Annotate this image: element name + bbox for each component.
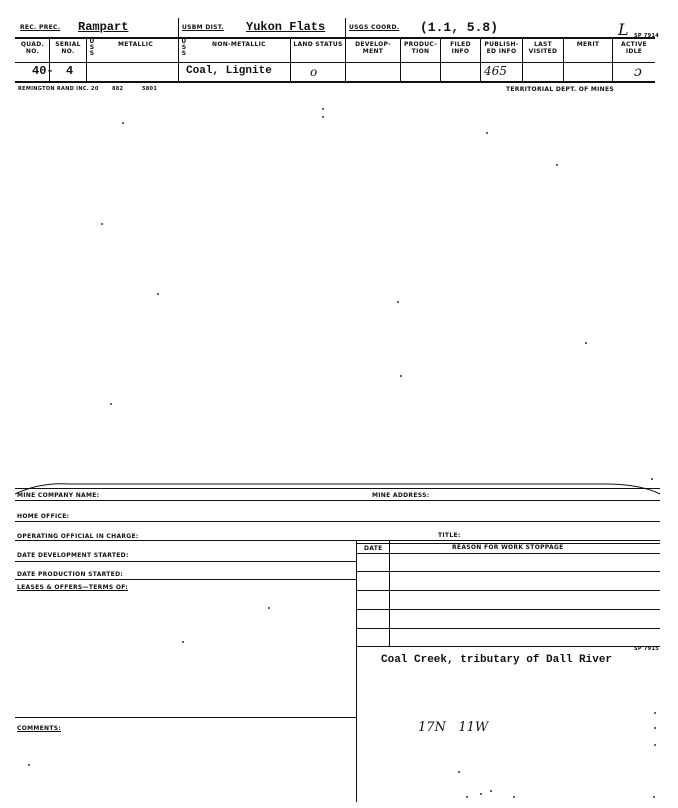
printer-code-1: 882 <box>112 86 124 92</box>
rec-prec-value: Rampart <box>78 20 129 34</box>
form-rule <box>356 628 660 629</box>
col-uss-metallic: U S S <box>89 38 95 57</box>
form-rule <box>356 571 660 572</box>
col-active-idle: ACTIVE IDLE <box>621 41 647 55</box>
col-filed-info: FILED INFO <box>450 41 471 55</box>
col-divider <box>178 18 179 81</box>
record-active-idle: ɔ <box>634 64 642 80</box>
form-rule <box>15 717 356 718</box>
date-col-label: DATE <box>364 545 383 552</box>
form-rule <box>15 500 660 501</box>
reason-col-label: REASON FOR WORK STOPPAGE <box>452 544 564 551</box>
col-divider <box>86 37 87 81</box>
form-rule <box>356 590 660 591</box>
date-col-divider <box>389 540 390 646</box>
col-metallic: METALLIC <box>118 41 154 48</box>
rec-prec-label: REC. PREC. <box>20 24 61 31</box>
col-quad-no: QUAD. NO. <box>20 41 45 55</box>
card-edge <box>0 476 678 496</box>
corner-mark: L <box>618 20 629 39</box>
record-quad-no: 40- <box>32 64 54 78</box>
col-development: DEVELOP-MENT <box>355 41 391 55</box>
mine-address-label: MINE ADDRESS: <box>372 492 430 499</box>
form-rule <box>15 540 660 541</box>
form-rule <box>15 521 660 522</box>
col-uss-nonmetallic: U S S <box>181 38 187 57</box>
record-serial-no: 4 <box>66 64 74 78</box>
usgs-coord-value: (1.1, 5.8) <box>420 20 499 35</box>
col-land-status: LAND STATUS <box>293 41 343 48</box>
record-land-status: o <box>310 65 318 79</box>
printer-code-2: 5801 <box>142 86 158 92</box>
form-number: SP 7914 <box>634 33 660 39</box>
form-rule <box>356 646 660 647</box>
form-rule <box>15 488 660 489</box>
mine-company-label: MINE COMPANY NAME: <box>17 492 100 499</box>
form-rule <box>15 579 356 580</box>
usbm-dist-label: USBM DIST. <box>182 24 224 31</box>
half-divider <box>356 540 357 802</box>
comments-label: COMMENTS: <box>17 725 62 732</box>
form-rule <box>356 609 660 610</box>
leases-label: LEASES & OFFERS—TERMS OF: <box>17 584 129 591</box>
usbm-dist-value: Yukon Flats <box>246 20 326 34</box>
title-label: TITLE: <box>438 532 461 539</box>
date-dev-started-label: DATE DEVELOPMENT STARTED: <box>17 552 129 559</box>
location-note: Coal Creek, tributary of Dall River <box>381 654 613 666</box>
record-non-metallic: Coal, Lignite <box>186 65 272 77</box>
operating-official-label: OPERATING OFFICIAL IN CHARGE: <box>17 533 139 540</box>
header-rule-2 <box>15 62 655 63</box>
col-serial-no: SERIAL NO. <box>55 41 81 55</box>
col-non-metallic: NON-METALLIC <box>212 41 266 48</box>
col-published-info: PUBLISH-ED INFO <box>484 41 519 55</box>
form-rule <box>356 553 660 554</box>
record-published-info: 465 <box>484 64 507 78</box>
usgs-coord-label: USGS COORD. <box>349 24 400 31</box>
department-label: TERRITORIAL DEPT. OF MINES <box>506 86 615 93</box>
col-production: PRODUC-TION <box>403 41 438 55</box>
col-merit: MERIT <box>576 41 600 48</box>
col-last-visited: LAST VISITED <box>528 41 558 55</box>
form-rule <box>15 561 356 562</box>
form-number-2: SP 7915 <box>634 646 660 652</box>
date-prod-started-label: DATE PRODUCTION STARTED: <box>17 571 124 578</box>
printer-line: REMINGTON RAND INC. 20 <box>18 86 99 92</box>
home-office-label: HOME OFFICE: <box>17 513 70 520</box>
header-rule-1 <box>15 37 655 39</box>
header-rule-3 <box>15 81 655 83</box>
township-range: 17N 11W <box>418 720 489 735</box>
